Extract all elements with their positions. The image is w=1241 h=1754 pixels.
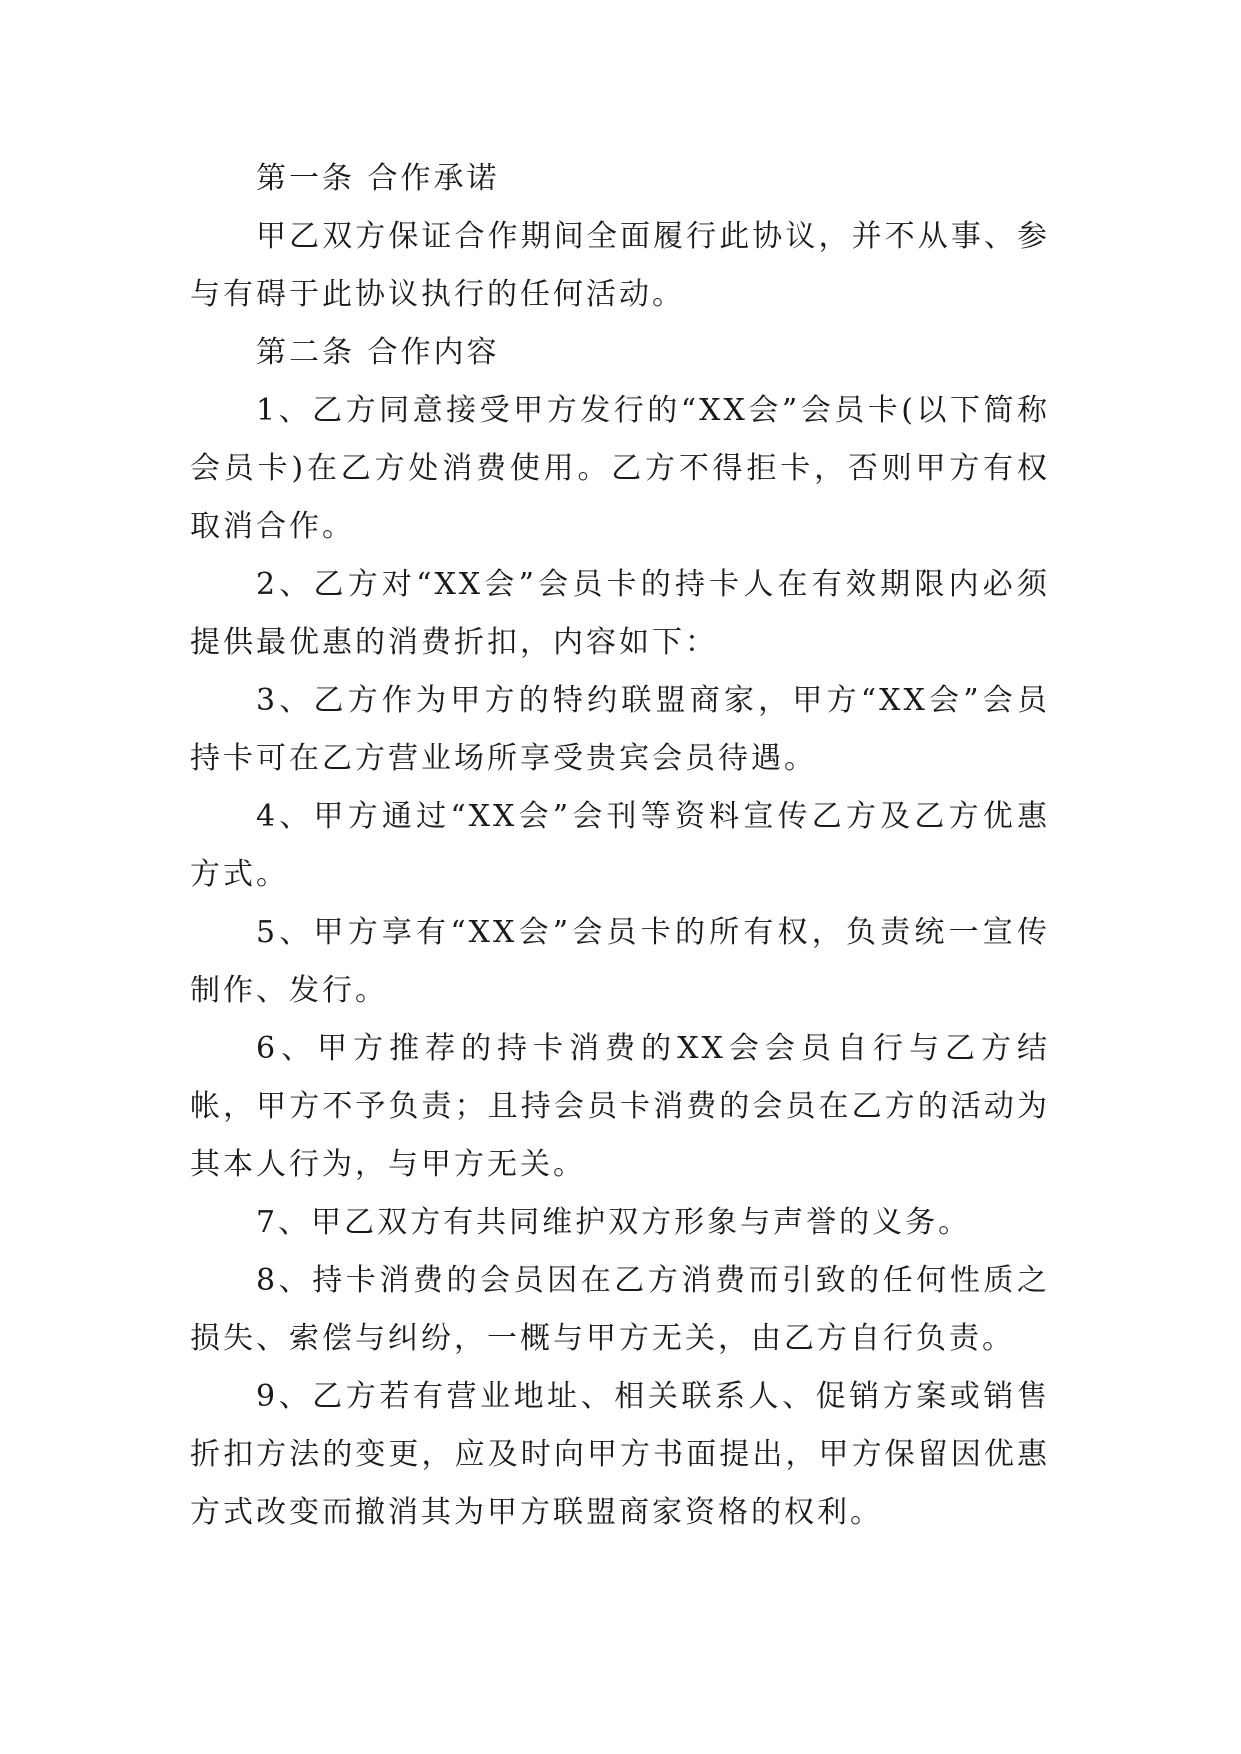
document-page — [190, 150, 1050, 1542]
clause-5: 5、甲方享有“XX会”会员卡的所有权，负责统一宣传制作、发行。 — [190, 915, 1050, 1008]
clause-8: 8、持卡消费的会员因在乙方消费而引致的任何性质之损失、索偿与纠纷，一概与甲方无关，由乙方自行负责。 — [190, 1263, 1050, 1356]
clause-9: 9、乙方若有营业地址、相关联系人、促销方案或销售折扣方法的变更，应及时向甲方书面提出，甲方保留因优惠方式改变而撤消其为甲方联盟商家资格的权利。 — [190, 1379, 1050, 1530]
clause-3: 3、乙方作为甲方的特约联盟商家，甲方“XX会”会员持卡可在乙方营业场所享受贵宾会员待遇。 — [190, 683, 1050, 776]
clause-2: 2、乙方对“XX会”会员卡的持卡人在有效期限内必须提供最优惠的消费折扣，内容如下： — [190, 567, 1050, 660]
article-1-text: 甲乙双方保证合作期间全面履行此协议，并不从事、参与有碍于此协议执行的任何活动。 — [190, 219, 1050, 312]
clause-4: 4、甲方通过“XX会”会刊等资料宣传乙方及乙方优惠方式。 — [190, 799, 1050, 892]
clause-1: 1、乙方同意接受甲方发行的“XX会”会员卡(以下简称会员卡)在乙方处消费使用。乙方不得拒卡，否则甲方有权取消合作。 — [190, 393, 1050, 544]
article-2-heading: 第二条 合作内容 — [256, 335, 500, 370]
article-1-heading: 第一条 合作承诺 — [256, 161, 500, 196]
clause-7: 7、甲乙双方有共同维护双方形象与声誉的义务。 — [256, 1205, 972, 1240]
clause-6: 6、甲方推荐的持卡消费的XX会会员自行与乙方结帐，甲方不予负责；且持会员卡消费的会员在乙方的活动为其本人行为，与甲方无关。 — [190, 1031, 1050, 1182]
